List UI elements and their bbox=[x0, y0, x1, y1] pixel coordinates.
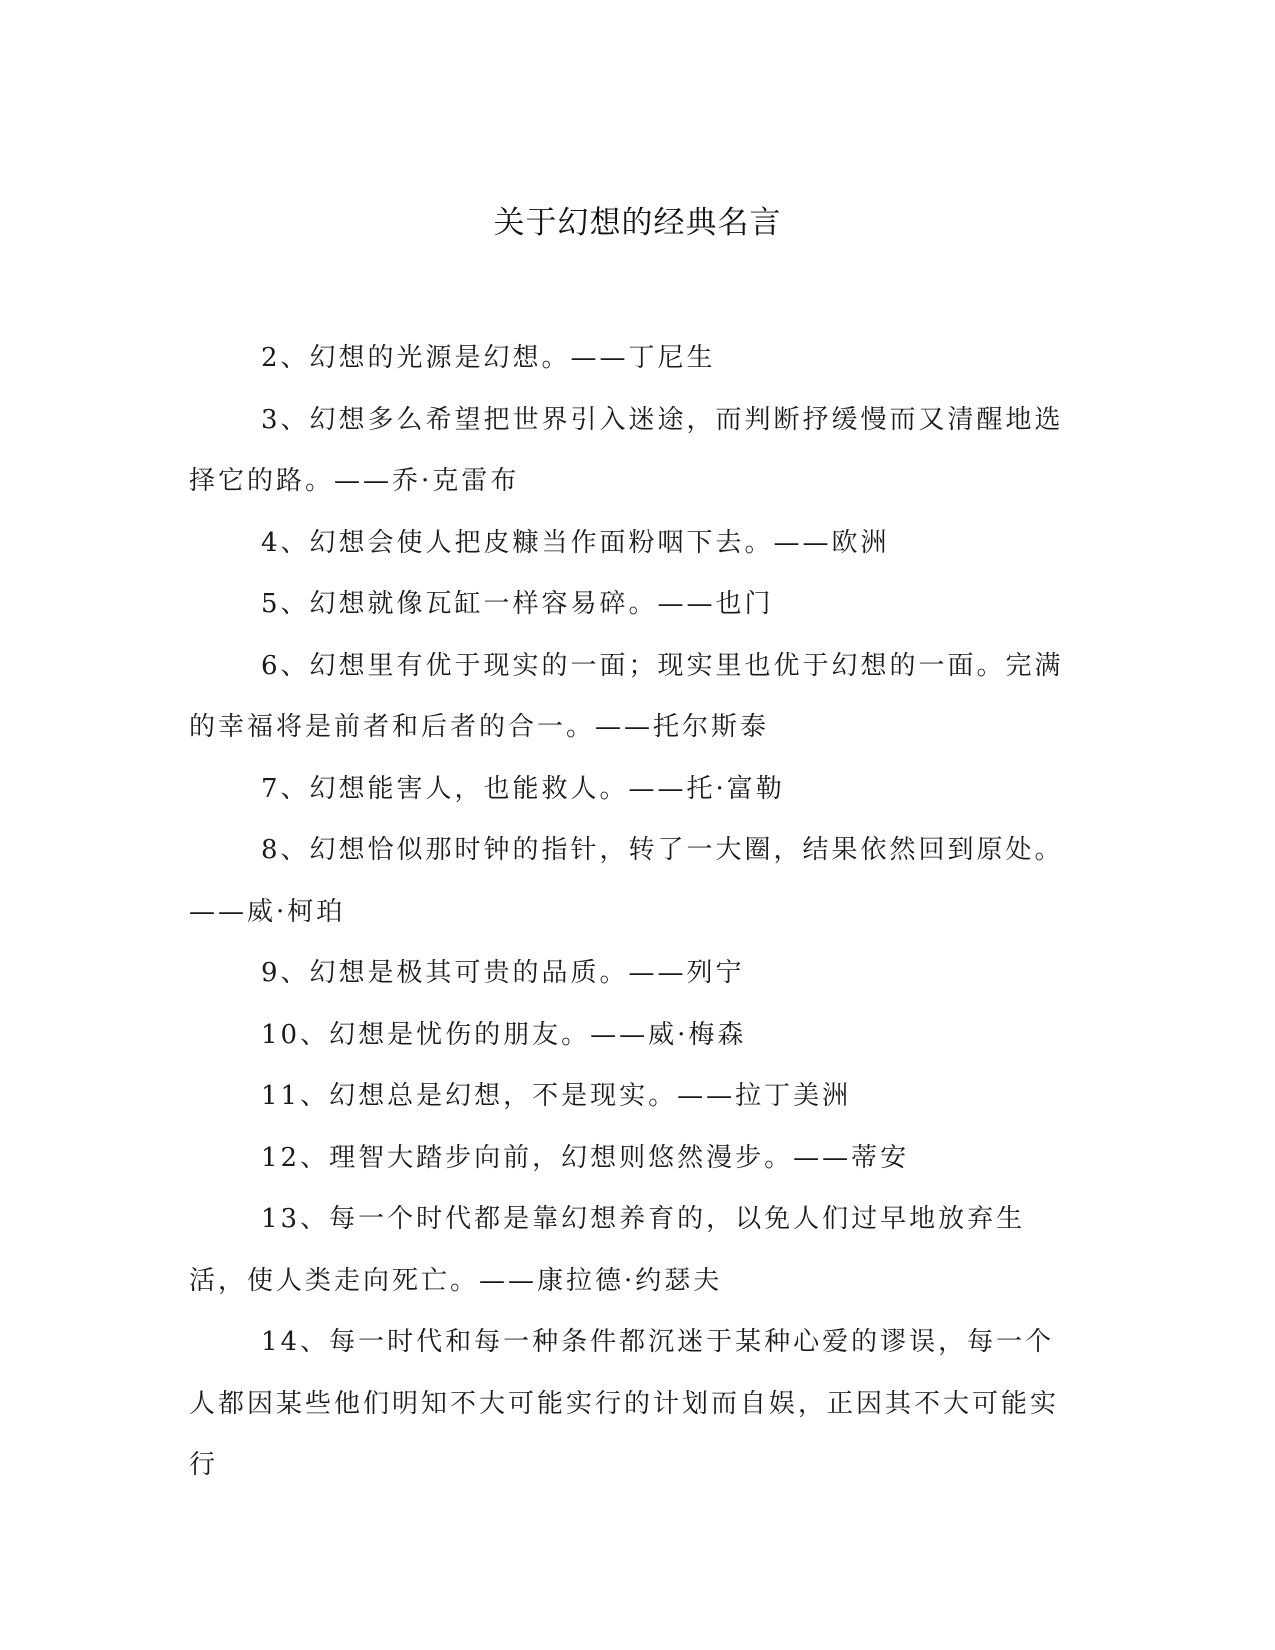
quote-paragraph: 9、幻想是极其可贵的品质。——列宁 bbox=[261, 958, 745, 988]
quote-paragraph: 4、幻想会使人把皮糠当作面粉咽下去。——欧洲 bbox=[261, 527, 890, 558]
quote-paragraph: 12、理智大踏步向前，幻想则悠然漫步。——蒂安 bbox=[261, 1142, 910, 1173]
quote-paragraph: 6、幻想里有优于现实的一面；现实里也优于幻想的一面。完满的幸福将是前者和后者的合一。——托尔斯泰 bbox=[189, 650, 1064, 742]
quote-paragraph: 13、每一个时代都是靠幻想养育的，以免人们过早地放弃生活，使人类走向死亡。——康拉德·约瑟夫 bbox=[189, 1204, 1026, 1296]
quote-paragraph: 7、幻想能害人，也能救人。——托·富勒 bbox=[261, 773, 785, 804]
document-title: 关于幻想的经典名言 bbox=[493, 205, 782, 241]
quote-paragraph: 8、幻想恰似那时钟的指针，转了一大圈，结果依然回到原处。——威·柯珀 bbox=[189, 835, 1064, 927]
quote-paragraph: 10、幻想是忧伤的朋友。——威·梅森 bbox=[261, 1019, 747, 1050]
quote-paragraph: 2、幻想的光源是幻想。——丁尼生 bbox=[261, 343, 716, 373]
quote-paragraph: 3、幻想多么希望把世界引入迷途，而判断抒缓慢而又清醒地选择它的路。——乔·克雷布 bbox=[189, 404, 1064, 496]
quote-list bbox=[189, 328, 1079, 1497]
quote-paragraph: 5、幻想就像瓦缸一样容易碎。——也门 bbox=[261, 589, 774, 619]
quote-paragraph: 11、幻想总是幻想，不是现实。——拉丁美洲 bbox=[261, 1081, 852, 1111]
quote-paragraph: 14、每一时代和每一种条件都沉迷于某种心爱的谬误，每一个人都因某些他们明知不大可能实行的计划而自娱，正因其不大可能实行 bbox=[189, 1327, 1060, 1480]
